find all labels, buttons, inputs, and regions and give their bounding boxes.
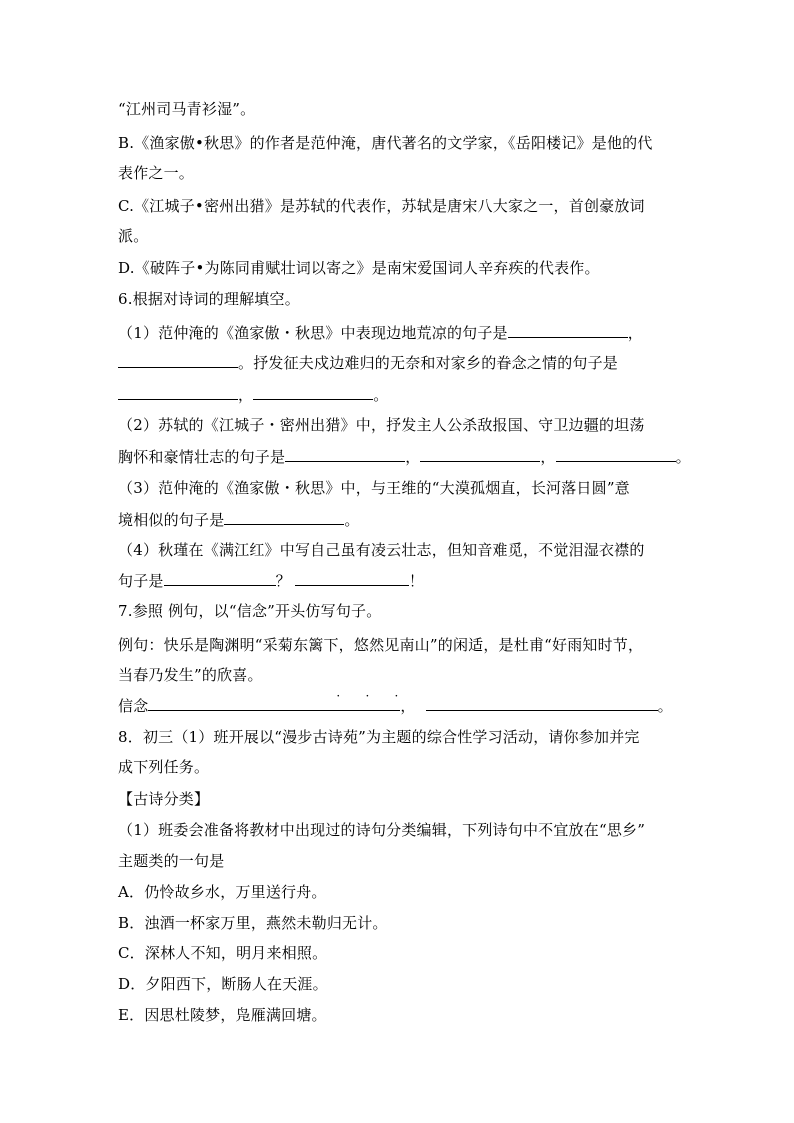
- text-line: 胸怀和豪情壮志的句子是: [118, 448, 286, 466]
- answer-blank[interactable]: [148, 695, 330, 711]
- text-line: D.《破阵子•为陈同甫赋壮词以寄之》是南宋爱国词人辛弃疾的代表作。: [118, 259, 600, 277]
- choice-a: [118, 882, 327, 902]
- q6-part3-line1: [118, 478, 630, 498]
- q6-part1-line3: [118, 384, 388, 405]
- option-d: [118, 258, 600, 278]
- answer-blank[interactable]: [118, 384, 238, 400]
- choice-e: [118, 1005, 327, 1025]
- answer-blank[interactable]: [508, 322, 628, 338]
- choice-c: [118, 943, 327, 963]
- text-line: 表作之一。: [118, 164, 195, 182]
- text-line: ，: [540, 448, 556, 466]
- answer-blank[interactable]: [164, 570, 276, 586]
- answer-blank[interactable]: [556, 446, 676, 462]
- answer-blank[interactable]: [420, 446, 540, 462]
- q6-part1-line2: [118, 352, 618, 373]
- text-line: “江州司马青衫湿”。: [118, 100, 256, 118]
- text-line: 。: [675, 448, 691, 466]
- text-line: （1）班委会准备将教材中出现过的诗句分类编辑，下列诗句中不宜放在“思乡”: [118, 821, 646, 839]
- text-line: 当春乃发生”的欣喜。: [118, 666, 263, 684]
- text-line: 派。: [118, 227, 149, 245]
- text-line: 境相似的句子是: [118, 511, 225, 529]
- text-line: ，: [627, 324, 643, 342]
- text-line: C.《江城子•密州出猎》是苏轼的代表作，苏轼是唐宋八大家之一，首创豪放词: [118, 197, 645, 215]
- text-line: B．浊酒一杯家万里，燕然未勒归无计。: [118, 914, 388, 932]
- q6-part1-line1: [118, 322, 643, 343]
- q6-part4-line2: [118, 570, 424, 591]
- answer-blank[interactable]: [285, 446, 405, 462]
- text-line: 句子是: [118, 572, 164, 590]
- choice-d: [118, 974, 328, 994]
- q6-part2-line1: [118, 415, 645, 435]
- answer-blank[interactable]: [330, 695, 400, 711]
- text-line: A．仍怜故乡水，万里送行舟。: [118, 883, 327, 901]
- text-line: 例句：快乐是陶渊明“采菊东篱下，悠然见南山”的闲适，是杜甫“好雨知时节，: [118, 636, 644, 654]
- q7-example-line1: [118, 635, 643, 655]
- question-8-line1: [118, 727, 640, 747]
- text-line: 。: [373, 386, 389, 404]
- question-6-heading: [118, 289, 300, 309]
- option-b-line2: [118, 163, 194, 183]
- question-8-line2: [118, 757, 209, 777]
- text-line: ，: [400, 697, 416, 715]
- text-line: 6.根据对诗词的理解填空。: [118, 290, 300, 308]
- text-line: （1）范仲淹的《渔家傲・秋思》中表现边地荒凉的句子是: [118, 324, 508, 342]
- q7-answer-line: [118, 695, 673, 716]
- text-line: ，: [405, 448, 421, 466]
- answer-blank[interactable]: [253, 384, 373, 400]
- text-line: 信念: [118, 697, 149, 715]
- text-line: C．深林人不知，明月来相照。: [118, 944, 328, 962]
- text-line: E．因思杜陵梦，凫雁满回塘。: [118, 1006, 327, 1024]
- text-line: 。: [344, 511, 360, 529]
- choice-b: [118, 913, 388, 933]
- option-b-line1: [118, 133, 653, 153]
- q7-example-line2: [118, 665, 263, 685]
- q6-part3-line2: [118, 509, 360, 530]
- answer-blank[interactable]: [426, 695, 658, 711]
- text-line: D．夕阳西下，断肠人在天涯。: [118, 975, 328, 993]
- option-c-line1: [118, 196, 645, 216]
- text-line: 8．初三（1）班开展以“漫步古诗苑”为主题的综合性学习活动，请你参加并完: [118, 728, 640, 746]
- answer-blank[interactable]: [118, 352, 238, 368]
- text-line: B.《渔家傲•秋思》的作者是范仲淹，唐代著名的文学家，《岳阳楼记》是他的代: [118, 134, 653, 152]
- text-line: ！: [408, 572, 425, 590]
- text-line: 。: [657, 697, 673, 715]
- text-line: ？: [275, 572, 291, 590]
- text-line: （4）秋瑾在《满江红》中写自己虽有凌云壮志，但知音难觅，不觉泪湿衣襟的: [118, 541, 645, 559]
- option-c-line2: [118, 226, 148, 246]
- answer-blank[interactable]: [224, 509, 344, 525]
- section-heading: [118, 789, 209, 809]
- text-line: 【古诗分类】: [118, 790, 210, 808]
- question-7-heading: [118, 601, 381, 621]
- option-a-continued: [118, 99, 255, 119]
- text-line: （3）范仲淹的《渔家傲・秋思》中，与王维的“大漠孤烟直，长河落日圆”意: [118, 479, 630, 497]
- text-line: 主题类的一句是: [118, 852, 225, 870]
- q6-part2-line2: [118, 446, 691, 467]
- text-line: ，: [238, 386, 254, 404]
- q8-part1-line1: [118, 820, 645, 840]
- q8-part1-line2: [118, 851, 224, 871]
- answer-blank[interactable]: [295, 570, 409, 586]
- text-line: 。抒发征夫戍边难归的无奈和对家乡的眷念之情的句子是: [238, 354, 619, 372]
- text-line: （2）苏轼的《江城子・密州出猎》中，抒发主人公杀敌报国、守卫边疆的坦荡: [118, 416, 645, 434]
- text-line: 7.参照 例句，以“信念”开头仿写句子。: [118, 602, 382, 620]
- text-line: 成下列任务。: [118, 758, 210, 776]
- q6-part4-line1: [118, 540, 645, 560]
